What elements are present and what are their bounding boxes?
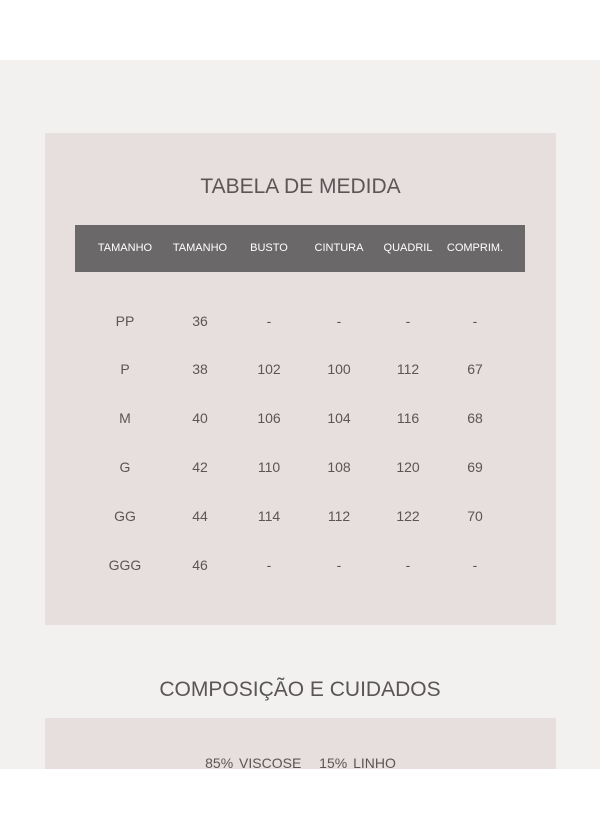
table-cell: - [266, 313, 272, 329]
size-table-title: TABELA DE MEDIDA [200, 175, 401, 198]
table-cell: - [472, 313, 478, 329]
table-cell: 42 [192, 459, 208, 475]
table-cell: - [266, 557, 272, 573]
table-cell: 120 [396, 459, 420, 475]
size-table-panel [45, 133, 556, 625]
table-cell: PP [115, 313, 135, 329]
column-header: BUSTO [250, 242, 288, 254]
table-cell: 36 [192, 313, 208, 329]
table-cell: 70 [467, 508, 483, 524]
table-cell: 46 [192, 557, 208, 573]
table-cell: GG [114, 508, 136, 524]
table-cell: - [472, 557, 478, 573]
table-cell: 114 [257, 508, 281, 524]
column-header: CINTURA [314, 242, 364, 254]
table-cell: - [405, 557, 411, 573]
table-cell: - [405, 313, 411, 329]
table-cell: 106 [257, 410, 281, 426]
table-cell: 122 [396, 508, 420, 524]
table-cell: M [119, 410, 131, 426]
table-cell: 67 [467, 361, 483, 377]
table-cell: G [119, 459, 131, 475]
composition-item: 15% LINHO [319, 755, 396, 771]
table-cell: 68 [467, 410, 483, 426]
table-cell: 104 [327, 410, 351, 426]
table-cell: 110 [257, 459, 281, 475]
size-table-header [75, 225, 525, 272]
column-header: TAMANHO [172, 242, 228, 254]
composition-title: COMPOSIÇÃO E CUIDADOS [159, 678, 441, 701]
table-cell: 102 [257, 361, 281, 377]
table-cell: P [120, 361, 130, 377]
column-header: TAMANHO [97, 242, 153, 254]
table-cell: 44 [192, 508, 208, 524]
table-cell: 38 [192, 361, 208, 377]
composition-panel [45, 718, 556, 769]
table-cell: 108 [327, 459, 351, 475]
table-cell: 116 [396, 410, 420, 426]
composition-text [45, 755, 556, 771]
table-cell: 112 [327, 508, 351, 524]
composition-item: 85% VISCOSE [205, 755, 302, 771]
column-header: COMPRIM. [446, 242, 504, 254]
table-cell: 100 [327, 361, 351, 377]
table-cell: GGG [108, 557, 142, 573]
column-header: QUADRIL [383, 242, 433, 254]
table-cell: 40 [192, 410, 208, 426]
table-cell: 112 [396, 361, 420, 377]
table-cell: - [336, 557, 342, 573]
table-cell: 69 [467, 459, 483, 475]
table-cell: - [336, 313, 342, 329]
